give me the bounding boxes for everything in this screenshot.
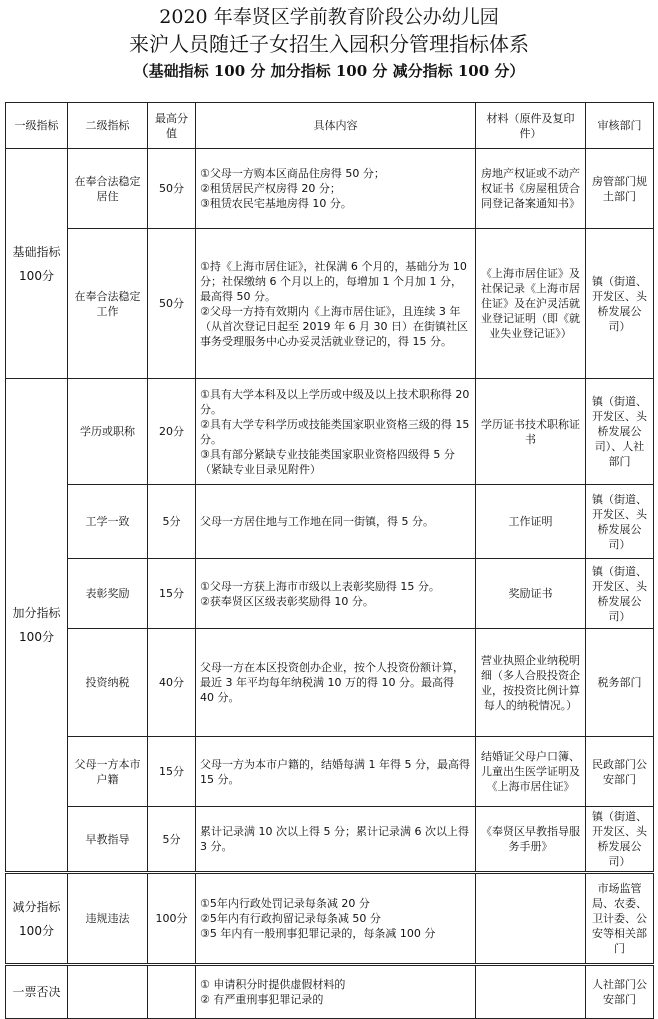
table-row: [6, 559, 654, 629]
content-line: 父母一方为本市户籍的，结婚每满 1 年得 5 分，最高得 15 分。: [200, 757, 470, 786]
content-line: ①具有大学本科及以上学历或中级及以上技术职称得 20 分。: [200, 387, 470, 416]
indicator-score: 40分: [148, 629, 196, 737]
indicator-materials: 工作证明: [476, 485, 586, 559]
indicator-score: 50分: [148, 229, 196, 379]
indicator-content: [196, 149, 476, 229]
header-dept: 审核部门: [586, 103, 654, 149]
indicator-name: 学历或职称: [68, 379, 148, 485]
content-line: ②父母一方持有效期内《上海市居住证》，且连续 3 年（从首次登记日起至 2019 年 6 月 30 日）在街镇社区事务受理服务中心办妥灵活就业登记的，得 15 分。: [200, 304, 468, 348]
indicator-dept: 镇（街道、开发区、头桥发展公司）: [586, 807, 654, 873]
indicator-score: 5分: [148, 807, 196, 873]
indicator-content: [196, 629, 476, 737]
table-row: [6, 379, 654, 485]
indicator-dept: 人社部门公安部门: [586, 965, 654, 1019]
title-line-2: 来沪人员随迁子女招生入园积分管理指标体系: [129, 32, 529, 56]
indicator-materials: 《上海市居住证》及社保记录《上海市居住证》及在沪灵活就业登记证明（即《就业失业登记证》）: [476, 229, 586, 379]
indicator-content: [196, 559, 476, 629]
content-line: 累计记录满 10 次以上得 5 分；累计记录满 6 次以上得 3 分。: [200, 825, 469, 853]
table-row: [6, 807, 654, 873]
indicator-dept: 民政部门公安部门: [586, 737, 654, 807]
indicator-dept: 房管部门规土部门: [586, 149, 654, 229]
indicator-name: 在奉合法稳定工作: [68, 229, 148, 379]
content-line: ②具有大学专科学历或技能类国家职业资格三级的得 15 分。: [200, 417, 470, 446]
content-line: ②租赁居民产权房得 20 分；: [200, 182, 341, 195]
content-line: ①5年内行政处罚记录每条减 20 分: [200, 897, 370, 910]
table-row: [6, 149, 654, 229]
indicator-materials: 结婚证父母户口簿、儿童出生医学证明及《上海市居住证》: [476, 737, 586, 807]
table-row: [6, 229, 654, 379]
indicator-content: [196, 807, 476, 873]
indicator-name: 违规违法: [68, 873, 148, 965]
table-row: [6, 965, 654, 1019]
table-row: [6, 629, 654, 737]
table-row: [6, 485, 654, 559]
indicator-dept: 镇（街道、开发区、头桥发展公司）、人社部门: [586, 379, 654, 485]
indicator-dept: 税务部门: [586, 629, 654, 737]
indicator-content: [196, 965, 476, 1019]
header-level2: 二级指标: [68, 103, 148, 149]
indicator-name: 在奉合法稳定居住: [68, 149, 148, 229]
indicator-content: [196, 379, 476, 485]
content-line: ①持《上海市居住证》，社保满 6 个月的，基础分为 10 分；社保缴纳 6 个月以上的，每增加 1 个月加 1 分，最高得 50 分。: [200, 259, 467, 303]
table-header-row: [6, 103, 654, 149]
indicator-score: 15分: [148, 559, 196, 629]
indicator-materials: 房地产权证或不动产权证书《房屋租赁合同登记备案通知书》: [476, 149, 586, 229]
content-line: 父母一方居住地与工作地在同一街镇，得 5 分。: [200, 515, 434, 528]
indicator-name: 父母一方本市户籍: [68, 737, 148, 807]
indicator-name: 表彰奖励: [68, 559, 148, 629]
table-row: [6, 873, 654, 965]
indicator-score: 100分: [148, 873, 196, 965]
indicator-materials: 学历证书技术职称证书: [476, 379, 586, 485]
indicator-name: 投资纳税: [68, 629, 148, 737]
indicator-score: 50分: [148, 149, 196, 229]
indicator-dept: 镇（街道、开发区、头桥发展公司）: [586, 485, 654, 559]
category-base: 基础指标100分: [6, 149, 68, 379]
category-bonus: 加分指标100分: [6, 379, 68, 873]
indicator-name: 早教指导: [68, 807, 148, 873]
title-line-1: 2020 年奉贤区学前教育阶段公办幼儿园: [159, 6, 499, 28]
content-line: ② 有严重刑事犯罪记录的: [200, 993, 324, 1006]
indicator-score: 5分: [148, 485, 196, 559]
indicator-content: [196, 873, 476, 965]
indicator-score: 15分: [148, 737, 196, 807]
header-content: 具体内容: [196, 103, 476, 149]
indicator-score: 20分: [148, 379, 196, 485]
indicator-content: [196, 485, 476, 559]
indicator-materials: [476, 965, 586, 1019]
indicator-dept: 镇（街道、开发区、头桥发展公司）: [586, 559, 654, 629]
indicator-content: [196, 737, 476, 807]
content-line: ②5年内有行政拘留记录每条减 50 分: [200, 912, 381, 925]
content-line: ① 申请积分时提供虚假材料的: [200, 978, 346, 991]
content-line: ③具有部分紧缺专业技能类国家职业资格四级得 5 分（紧缺专业目录见附件）: [200, 447, 455, 476]
content-line: ①父母一方购本区商品住房得 50 分；: [200, 167, 385, 180]
content-line: ①父母一方获上海市市级以上表彰奖励得 15 分。: [200, 579, 440, 593]
header-max-score: 最高分值: [148, 103, 196, 149]
indicator-materials: [476, 873, 586, 965]
indicator-dept: 市场监管局、农委、卫计委、公安等相关部门: [586, 873, 654, 965]
header-materials: 材料（原件及复印件）: [476, 103, 586, 149]
content-line: 父母一方在本区投资创办企业，按个人投资份额计算，最近 3 年平均每年纳税满 10 万的得 10 分。最高得 40 分。: [200, 661, 464, 704]
content-line: ③5 年内有一般刑事犯罪记录的，每条减 100 分: [200, 927, 436, 940]
indicator-content: [196, 229, 476, 379]
indicator-name: [68, 965, 148, 1019]
indicator-dept: 镇（街道、开发区、头桥发展公司）: [586, 229, 654, 379]
category-deduct: 减分指标100分: [6, 873, 68, 965]
title-line-3: （基础指标 100 分 加分指标 100 分 减分指标 100 分）: [133, 62, 525, 80]
indicator-name: 工学一致: [68, 485, 148, 559]
indicator-materials: 《奉贤区早教指导服务手册》: [476, 807, 586, 873]
indicator-score: [148, 965, 196, 1019]
table-row: [6, 737, 654, 807]
content-line: ②获奉贤区区级表彰奖励得 10 分。: [200, 594, 374, 608]
category-veto: 一票否决: [6, 965, 68, 1019]
header-level1: 一级指标: [6, 103, 68, 149]
indicator-table: [5, 102, 654, 1019]
content-line: ③租赁农民宅基地房得 10 分。: [200, 197, 352, 210]
indicator-materials: 营业执照企业纳税明细（多人合股投资企业，按投资比例计算每人的纳税情况。）: [476, 629, 586, 737]
indicator-materials: 奖励证书: [476, 559, 586, 629]
